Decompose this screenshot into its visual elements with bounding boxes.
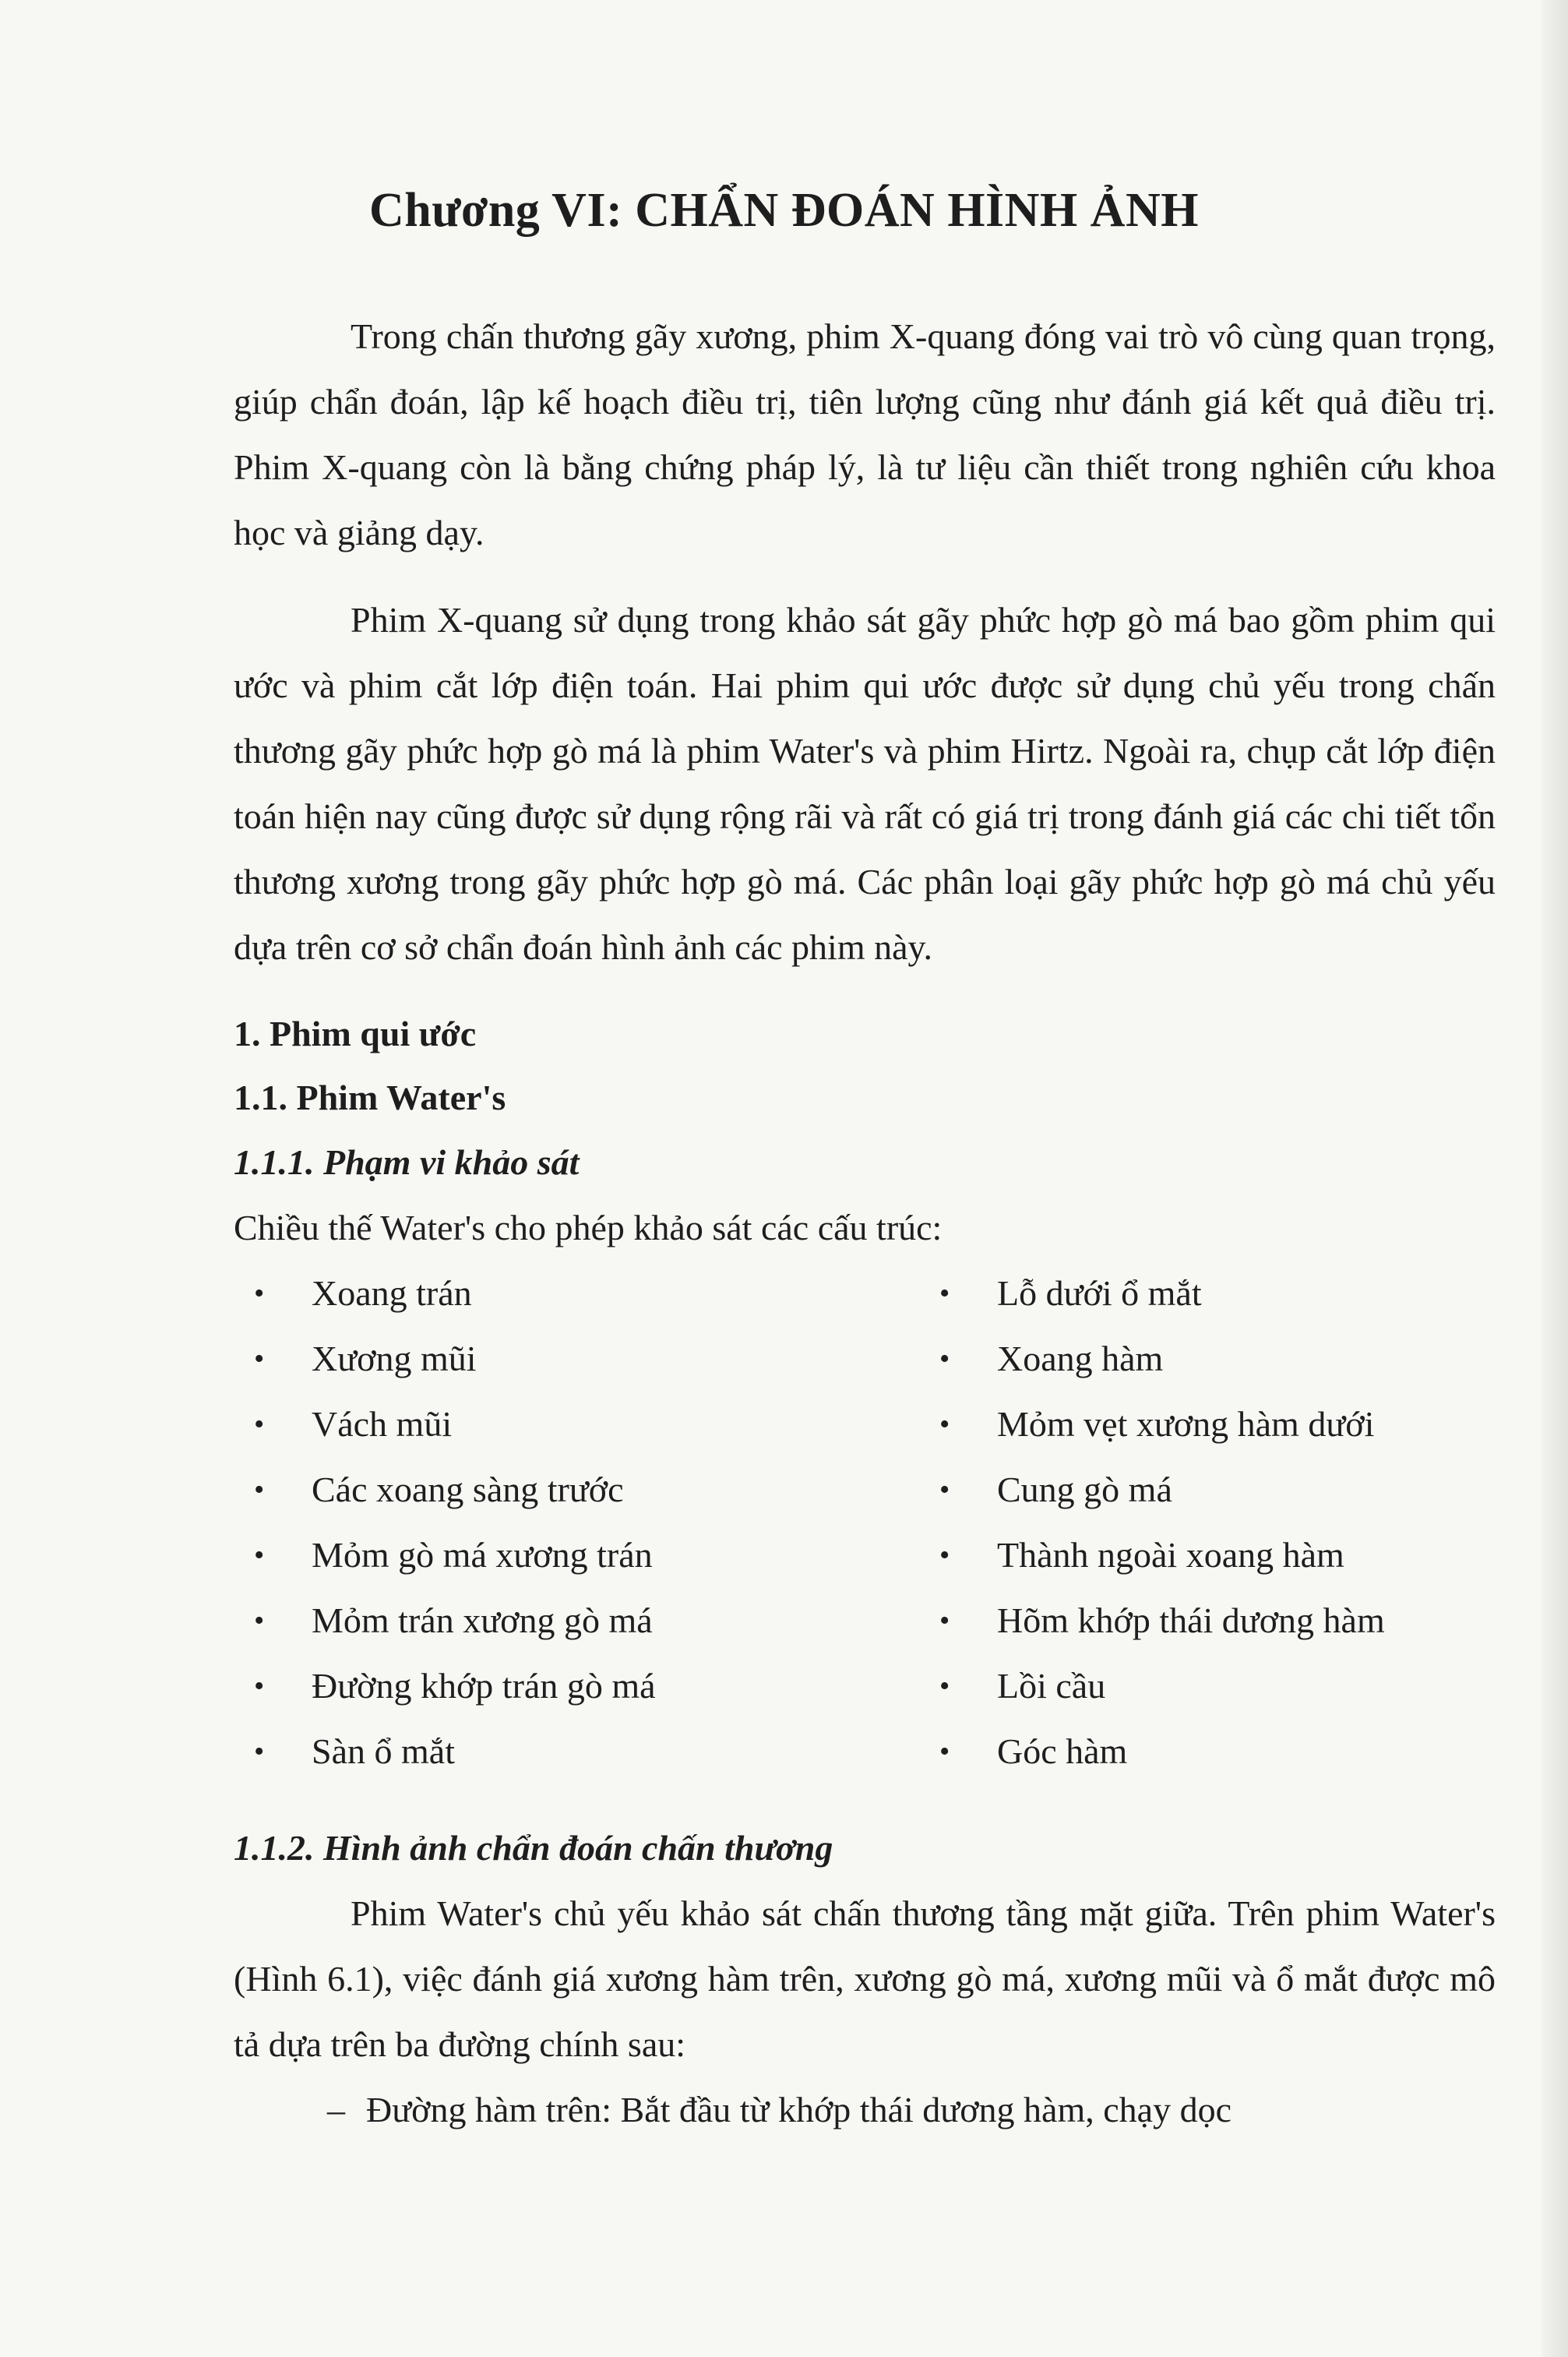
section-1-1-2-heading: 1.1.2. Hình ảnh chẩn đoán chấn thương [234, 1828, 833, 1868]
section-1-heading: 1. Phim qui ước [234, 1014, 477, 1053]
list-item: • Thành ngoài xoang hàm [919, 1523, 1496, 1588]
list-item: • Góc hàm [919, 1719, 1496, 1784]
bullet-icon: • [939, 1408, 950, 1441]
chapter-title: Chương VI: CHẨN ĐOÁN HÌNH ẢNH [369, 184, 1199, 237]
list-item: • Lỗ dưới ổ mắt [919, 1261, 1496, 1326]
bullet-icon: • [254, 1408, 265, 1441]
bullet-icon: • [939, 1735, 950, 1768]
intro-paragraph-2: Phim X-quang sử dụng trong khảo sát gãy phức hợp gò má bao gồm phim qui ước và phim cắt lớp điện toán. Hai phim qui ước được sử dụng chủ yếu trong chấn thương gãy phức hợp gò má là phim Water's và phim Hirtz. Ngoài ra, chụp cắt lớp điện toán hiện nay cũng được sử dụng rộng rãi và rất có giá trị trong đánh giá các chi tiết tổn thương xương trong gãy phức hợp gò má. Các phân loại gãy phức hợp gò má chủ yếu dựa trên cơ sở chẩn đoán hình ảnh các phim này. [234, 600, 1496, 967]
dash-icon: – [327, 2090, 345, 2129]
section-1-1-heading: 1.1. Phim Water's [234, 1078, 506, 1117]
page-content [234, 304, 1496, 2143]
list-item: • Xoang trán [234, 1261, 919, 1326]
bullet-icon: • [939, 1670, 950, 1702]
list-item: • Mỏm trán xương gò má [234, 1588, 919, 1653]
water-paragraph: Phim Water's chủ yếu khảo sát chấn thương tầng mặt giữa. Trên phim Water's (Hình 6.1), việc đánh giá xương hàm trên, xương gò má, xương mũi và ổ mắt được mô tả dựa trên ba đường chính sau: [234, 1893, 1496, 2064]
list-item: • Sàn ổ mắt [234, 1719, 919, 1784]
list-item: • Mỏm gò má xương trán [234, 1523, 919, 1588]
structures-intro: Chiều thế Water's cho phép khảo sát các cấu trúc: [234, 1208, 943, 1247]
list-item: • Các xoang sàng trước [234, 1457, 919, 1523]
list-item: • Mỏm vẹt xương hàm dưới [919, 1392, 1496, 1457]
bullet-icon: • [254, 1343, 265, 1375]
bullet-icon: • [939, 1604, 950, 1637]
list-item: • Xoang hàm [919, 1326, 1496, 1392]
bullet-icon: • [939, 1343, 950, 1375]
bullet-icon: • [254, 1473, 265, 1506]
list-item: • Vách mũi [234, 1392, 919, 1457]
list-item: • Cung gò má [919, 1457, 1496, 1523]
structures-list [234, 1261, 1496, 1784]
bullet-icon: • [939, 1539, 950, 1572]
list-item: • Đường khớp trán gò má [234, 1653, 919, 1719]
bullet-icon: • [254, 1539, 265, 1572]
page-edge-shadow [1542, 0, 1568, 2357]
bullet-icon: • [939, 1473, 950, 1506]
list-item: • Xương mũi [234, 1326, 919, 1392]
bullet-icon: • [254, 1277, 265, 1310]
list-item: • Lồi cầu [919, 1653, 1496, 1719]
dash-list-item: – Đường hàm trên: Bắt đầu từ khớp thái dương hàm, chạy dọc [234, 2077, 1496, 2143]
list-item: • Hõm khớp thái dương hàm [919, 1588, 1496, 1653]
bullet-icon: • [254, 1735, 265, 1768]
bullet-icon: • [254, 1604, 265, 1637]
bullet-icon: • [254, 1670, 265, 1702]
section-1-1-1-heading: 1.1.1. Phạm vi khảo sát [234, 1142, 580, 1182]
intro-paragraph-1: Trong chấn thương gãy xương, phim X-quang đóng vai trò vô cùng quan trọng, giúp chẩn đoán, lập kế hoạch điều trị, tiên lượng cũng như đánh giá kết quả điều trị. Phim X-quang còn là bằng chứng pháp lý, là tư liệu cần thiết trong nghiên cứu khoa học và giảng dạy. [234, 316, 1496, 552]
bullet-icon: • [939, 1277, 950, 1310]
